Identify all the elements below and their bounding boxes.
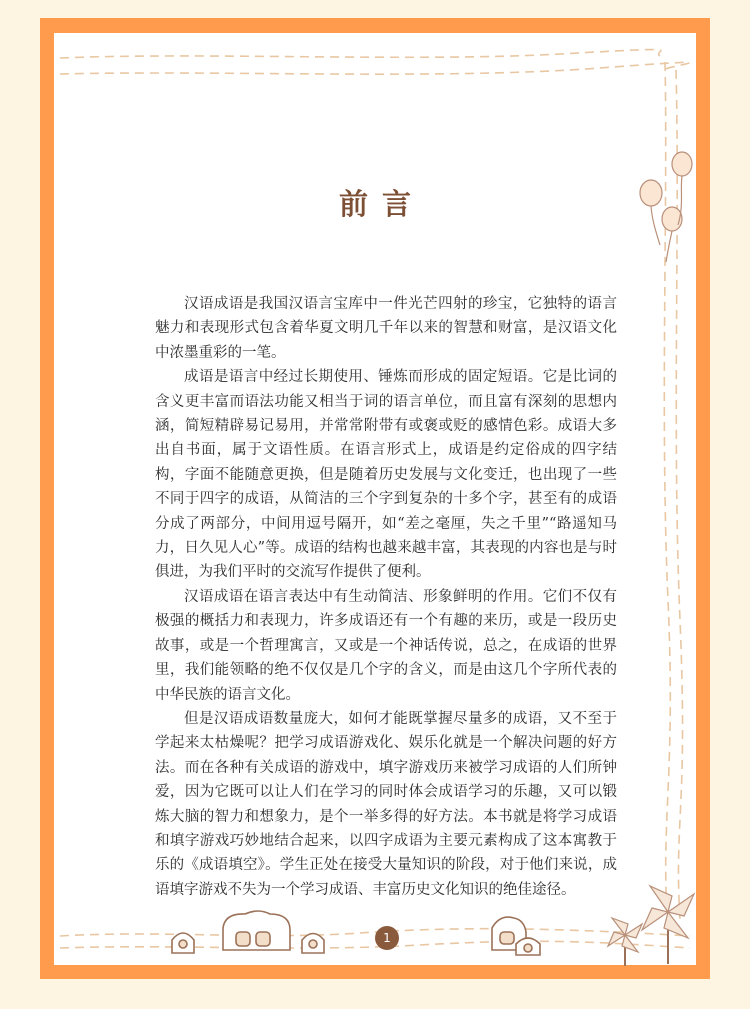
preface-body [155, 292, 617, 902]
page-number: 1 [375, 926, 399, 950]
page-title: 前言 [338, 187, 425, 221]
house-icon [172, 911, 324, 953]
paragraph: 汉语成语是我国汉语言宝库中一件光芒四射的珍宝，它独特的语言魅力和表现形式包含着华夏文明几千年以来的智慧和财富，是汉语文化中浓墨重彩的一笔。 [155, 296, 617, 361]
paragraph: 成语是语言中经过长期使用、锤炼而形成的固定短语。它是比词的含义更丰富而语法功能又相当于词的语言单位，而且富有深刻的思想内涵，简短精辟易记易用，并常常附带有或褒或贬的感情色彩。成语大多出自书面，属于文语性质。在语言形式上，成语是约定俗成的四字结构，字面不能随意更换，但是随着历史发展与文化变迁，也出现了一些不同于四字的成语，从简洁的三个字到复杂的十多个字，甚至有的成语分成了两部分，中间用逗号隔开，如“差之毫厘，失之千里”“路遥知马力，日久见人心”等。成语的结构也越来越丰富，其表现的内容也是与时俱进，为我们平时的交流写作提供了便利。 [155, 369, 617, 581]
paragraph: 汉语成语在语言表达中有生动简洁、形象鲜明的作用。它们不仅有极强的概括力和表现力，许多成语还有一个有趣的来历，或是一段历史故事，或是一个哲理寓言，又或是一个神话传说，总之，在成语的世界里，我们能领略的绝不仅仅是几个字的含义，而是由这几个字所代表的中华民族的语言文化。 [155, 588, 617, 703]
house-icon [492, 917, 540, 955]
pinwheel-icon [608, 886, 694, 966]
paragraph: 但是汉语成语数量庞大，如何才能既掌握尽量多的成语，又不至于学起来太枯燥呢？把学习成语游戏化、娱乐化就是一个解决问题的好方法。而在各种有关成语的游戏中，填字游戏历来被学习成语的人们所钟爱，因为它既可以让人们在学习的同时体会成语学习的乐趣，又可以锻炼大脑的智力和想象力，是个一举多得的好方法。本书就是将学习成语和填字游戏巧妙地结合起来，以四字成语为主要元素构成了这本寓教于乐的《成语填空》。学生正处在接受大量知识的阶段，对于他们来说，成语填字游戏不失为一个学习成语、丰富历史文化知识的绝佳途径。 [155, 710, 617, 898]
